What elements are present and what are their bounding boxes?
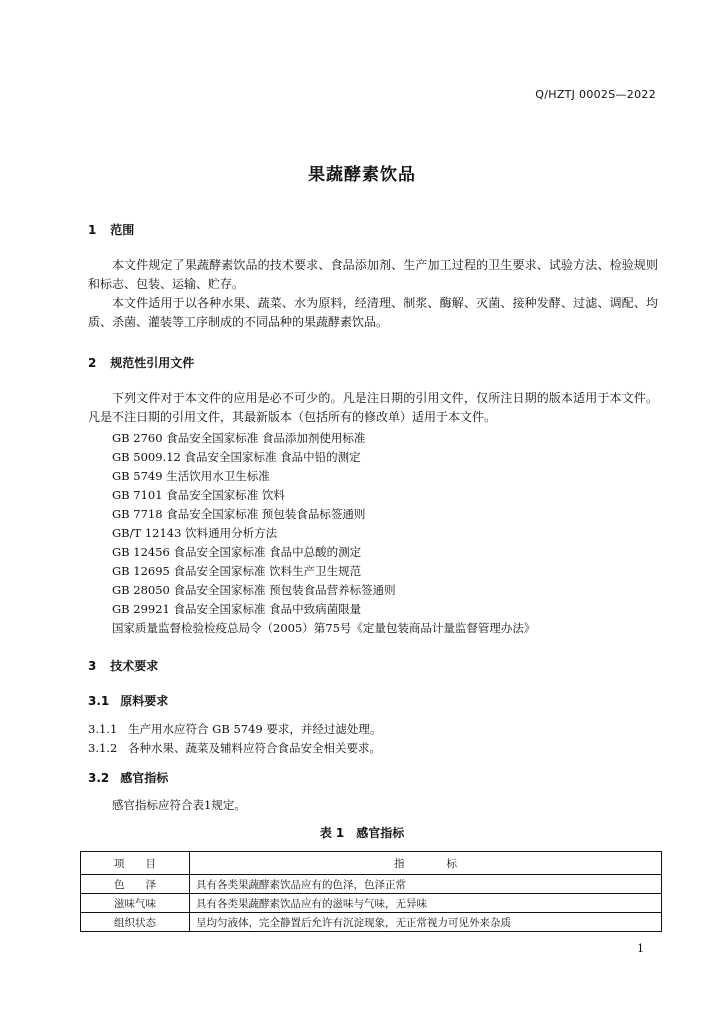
table-header-row <box>81 852 662 875</box>
reference-item: 国家质量监督检验检疫总局令（2005）第75号《定量包装商品计量监督管理办法》 <box>112 621 536 635</box>
clause-number: 3.1.2 <box>88 741 118 755</box>
scope-paragraph-2: 本文件适用于以各种水果、蔬菜、水为原料，经清理、制浆、酶解、灭菌、接种发酵、过滤、调配、均质、杀菌、灌装等工序制成的不同品种的果蔬酵素饮品。 <box>88 296 658 329</box>
clause-number: 3.1.1 <box>88 722 118 736</box>
section-title: 技术要求 <box>110 659 159 673</box>
reference-item: GB 7718 食品安全国家标准 预包装食品标签通则 <box>112 507 366 521</box>
reference-item: GB 2760 食品安全国家标准 食品添加剂使用标准 <box>112 431 366 445</box>
section-3-heading <box>88 657 158 674</box>
clause-3-1-1 <box>88 721 381 737</box>
cell-item: 组织状态 <box>81 913 190 932</box>
table-caption: 表 1 感官指标 <box>319 826 405 840</box>
cell-indicator: 具有各类果蔬酵素饮品应有的滋味与气味，无异味 <box>190 894 662 913</box>
standard-code: Q/HZTJ 0002S—2022 <box>535 88 656 101</box>
reference-item: GB 29921 食品安全国家标准 食品中致病菌限量 <box>112 602 362 616</box>
clause-text: 生产用水应符合 GB 5749 要求，并经过滤处理。 <box>128 722 382 736</box>
subsection-3-1-heading <box>88 692 168 709</box>
subsection-title: 感官指标 <box>120 771 169 785</box>
section-number: 1 <box>88 223 97 237</box>
section-1-heading <box>88 221 134 238</box>
cell-item: 滋味气味 <box>81 894 190 913</box>
cell-indicator: 具有各类果蔬酵素饮品应有的色泽，色泽正常 <box>190 875 662 894</box>
clause-3-1-2 <box>88 740 381 756</box>
sensory-table <box>80 851 662 932</box>
section-number: 2 <box>88 356 97 370</box>
subsection-3-2-heading <box>88 769 168 786</box>
reference-item: GB 28050 食品安全国家标准 预包装食品营养标签通则 <box>112 583 396 597</box>
section-title: 范围 <box>110 223 135 237</box>
table-row <box>81 913 662 932</box>
reference-item: GB 12456 食品安全国家标准 食品中总酸的测定 <box>112 545 362 559</box>
table-row <box>81 875 662 894</box>
reference-item: GB 5749 生活饮用水卫生标准 <box>112 469 270 483</box>
reference-item: GB 12695 食品安全国家标准 饮料生产卫生规范 <box>112 564 362 578</box>
document-title: 果蔬酵素饮品 <box>308 165 416 185</box>
section-title: 规范性引用文件 <box>110 356 195 370</box>
reference-item: GB 7101 食品安全国家标准 饮料 <box>112 488 285 502</box>
subsection-number: 3.1 <box>88 694 110 708</box>
reference-item: GB 5009.12 食品安全国家标准 食品中铅的测定 <box>112 450 361 464</box>
table-row <box>81 894 662 913</box>
header-item: 项 目 <box>81 852 190 875</box>
scope-paragraph-1: 本文件规定了果蔬酵素饮品的技术要求、食品添加剂、生产加工过程的卫生要求、试验方法、检验规则和标志、包装、运输、贮存。 <box>88 258 658 291</box>
sensory-requirement-text: 感官指标应符合表1规定。 <box>112 798 246 812</box>
references-intro: 下列文件对于本文件的应用是必不可少的。凡是注日期的引用文件，仅所注日期的版本适用于本文件。凡是不注日期的引用文件，其最新版本（包括所有的修改单）适用于本文件。 <box>88 391 658 424</box>
subsection-number: 3.2 <box>88 771 110 785</box>
section-2-heading <box>88 354 194 371</box>
page-number: 1 <box>637 942 644 955</box>
clause-text: 各种水果、蔬菜及辅料应符合食品安全相关要求。 <box>128 741 381 755</box>
header-indicator: 指 标 <box>190 852 662 875</box>
reference-item: GB/T 12143 饮料通用分析方法 <box>112 526 278 540</box>
section-number: 3 <box>88 659 97 673</box>
subsection-title: 原料要求 <box>120 694 169 708</box>
cell-indicator: 呈均匀液体，完全静置后允许有沉淀现象，无正常视力可见外来杂质 <box>190 913 662 932</box>
cell-item: 色 泽 <box>81 875 190 894</box>
